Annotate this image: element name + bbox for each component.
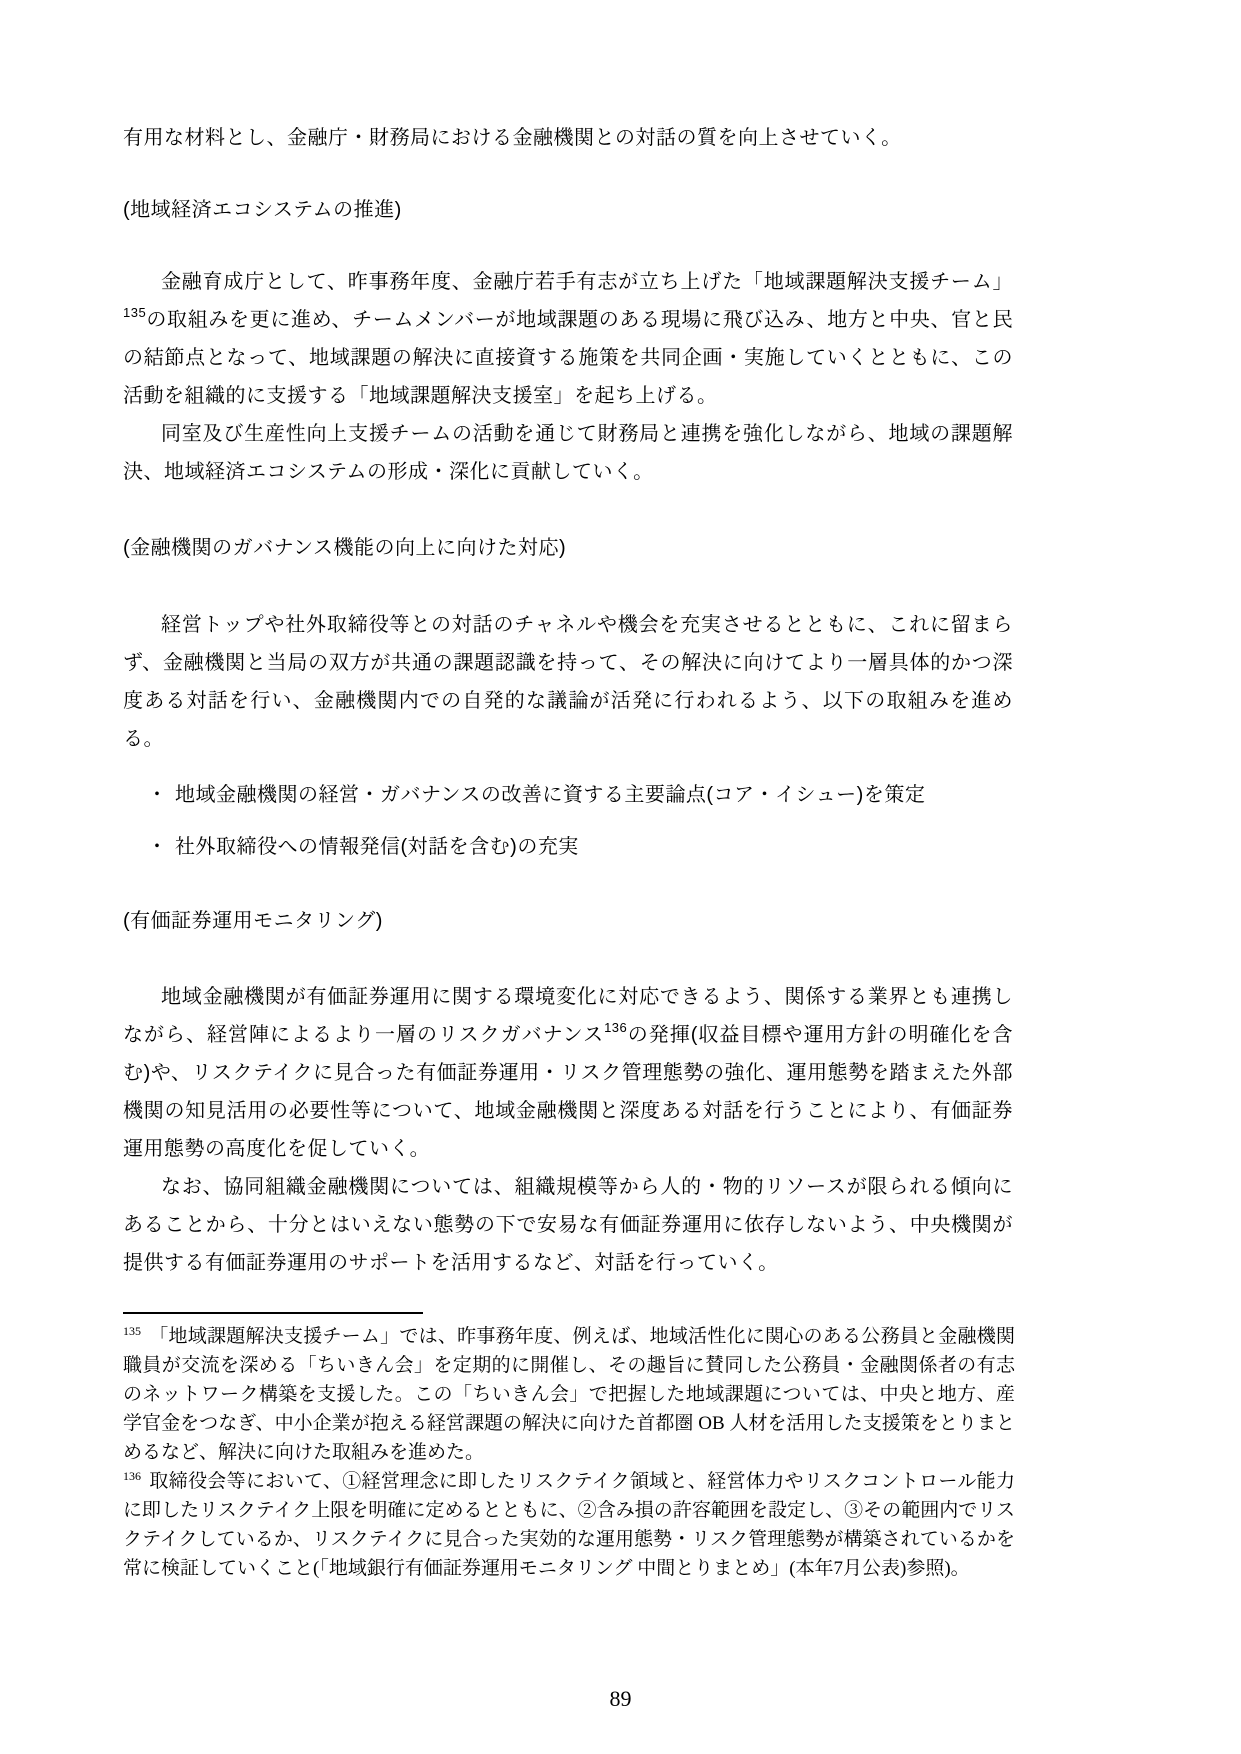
footnote-ref-136: 136 [604,1020,628,1035]
footnote-135 [123,1322,1015,1467]
page-number: 89 [609,1686,632,1711]
bullet-text: 社外取締役への情報発信(対話を含む)の充実 [175,836,579,858]
paragraph-continuation: 有用な材料とし、金融庁・財務局における金融機関との対話の質を向上させていく。 [123,127,902,149]
footnote-text: 取締役会等において、①経営理念に即したリスクテイク領域と、経営体力やリスクコントロール能力に即したリスクテイク上限を明確に定めるとともに、②含み損の許容範囲を設定し、③その範囲内でリスクテイクしているか、リスクテイクに見合った実効的な運用態勢・リスク管理態勢が構築されているかを常に検証していくこと(「地域銀行有価証券運用モニタリング 中間とりまとめ」(本年7月公表)参照)。 [123,1471,1015,1579]
footnote-text: 「地域課題解決支援チーム」では、昨事務年度、例えば、地域活性化に関心のある公務員と金融機関職員が交流を深める「ちいきん会」を定期的に開催し、その趣旨に賛同した公務員・金融関係者の有志のネットワーク構築を支援した。この「ちいきん会」で把握した地域課題については、中央と地方、産学官金をつなぎ、中小企業が抱える経営課題の解決に向けた首都圏 OB 人材を活用した支援策をとりまとめるなど、解決に向けた取組みを進めた。 [123,1326,1015,1463]
section-heading-ecosystem: (地域経済エコシステムの推進) [123,199,402,221]
bullet-item-outside-directors [123,828,1013,866]
section-heading-governance: (金融機関のガバナンス機能の向上に向けた対応) [123,537,567,559]
bullet-marker: ・ [147,836,168,858]
bullet-text: 地域金融機関の経営・ガバナンスの改善に資する主要論点(コア・イシュー)を策定 [175,784,926,806]
paragraph-governance: 経営トップや社外取締役等との対話のチャネルや機会を充実させるとともに、これに留まらず、金融機関と当局の双方が共通の課題認識を持って、その解決に向けてより一層具体的かつ深度ある対話を行い、金融機関内での自発的な議論が活発に行われるよう、以下の取組みを進める。 [123,614,1013,750]
text-segment: 金融育成庁として、昨事務年度、金融庁若手有志が立ち上げた「地域課題解決支援チーム」 [161,271,1013,293]
paragraph-ecosystem-2: 同室及び生産性向上支援チームの活動を通じて財務局と連携を強化しながら、地域の課題解決、地域経済エコシステムの形成・深化に貢献していく。 [123,423,1013,483]
text-segment: の発揮(収益目標や運用方針の明確化を含む)や、リスクテイクに見合った有価証券運用・リスク管理態勢の強化、運用態勢を踏まえた外部機関の知見活用の必要性等について、地域金融機関と深度ある対話を行うことにより、有価証券運用態勢の高度化を促していく。 [123,1024,1013,1160]
footnote-separator [123,1312,423,1314]
bullet-item-core-issues [123,776,1013,814]
footnote-number-135: 135 [123,1324,141,1338]
footnote-ref-135: 135 [123,305,147,320]
body-text [123,119,1013,1282]
bullet-marker: ・ [147,784,168,806]
paragraph-securities-1 [123,978,1013,1168]
footnote-136 [123,1467,1015,1583]
section-heading-securities: (有価証券運用モニタリング) [123,910,383,932]
text-segment: 地域金融機関が有価証券運用に関する環境変化に対応できるよう、関係する業界とも連携しながら、経営陣によるより一層のリスクガバナンス [123,986,1013,1046]
footnote-number-136: 136 [123,1469,141,1483]
footnotes-area [123,1312,1015,1583]
text-segment: の取組みを更に進め、チームメンバーが地域課題のある現場に飛び込み、地方と中央、官と民の結節点となって、地域課題の解決に直接資する施策を共同企画・実施していくとともに、この活動を組織的に支援する「地域課題解決支援室」を起ち上げる。 [123,309,1013,407]
paragraph-ecosystem-1 [123,263,1013,415]
paragraph-securities-2: なお、協同組織金融機関については、組織規模等から人的・物的リソースが限られる傾向にあることから、十分とはいえない態勢の下で安易な有価証券運用に依存しないよう、中央機関が提供する有価証券運用のサポートを活用するなど、対話を行っていく。 [123,1176,1013,1274]
